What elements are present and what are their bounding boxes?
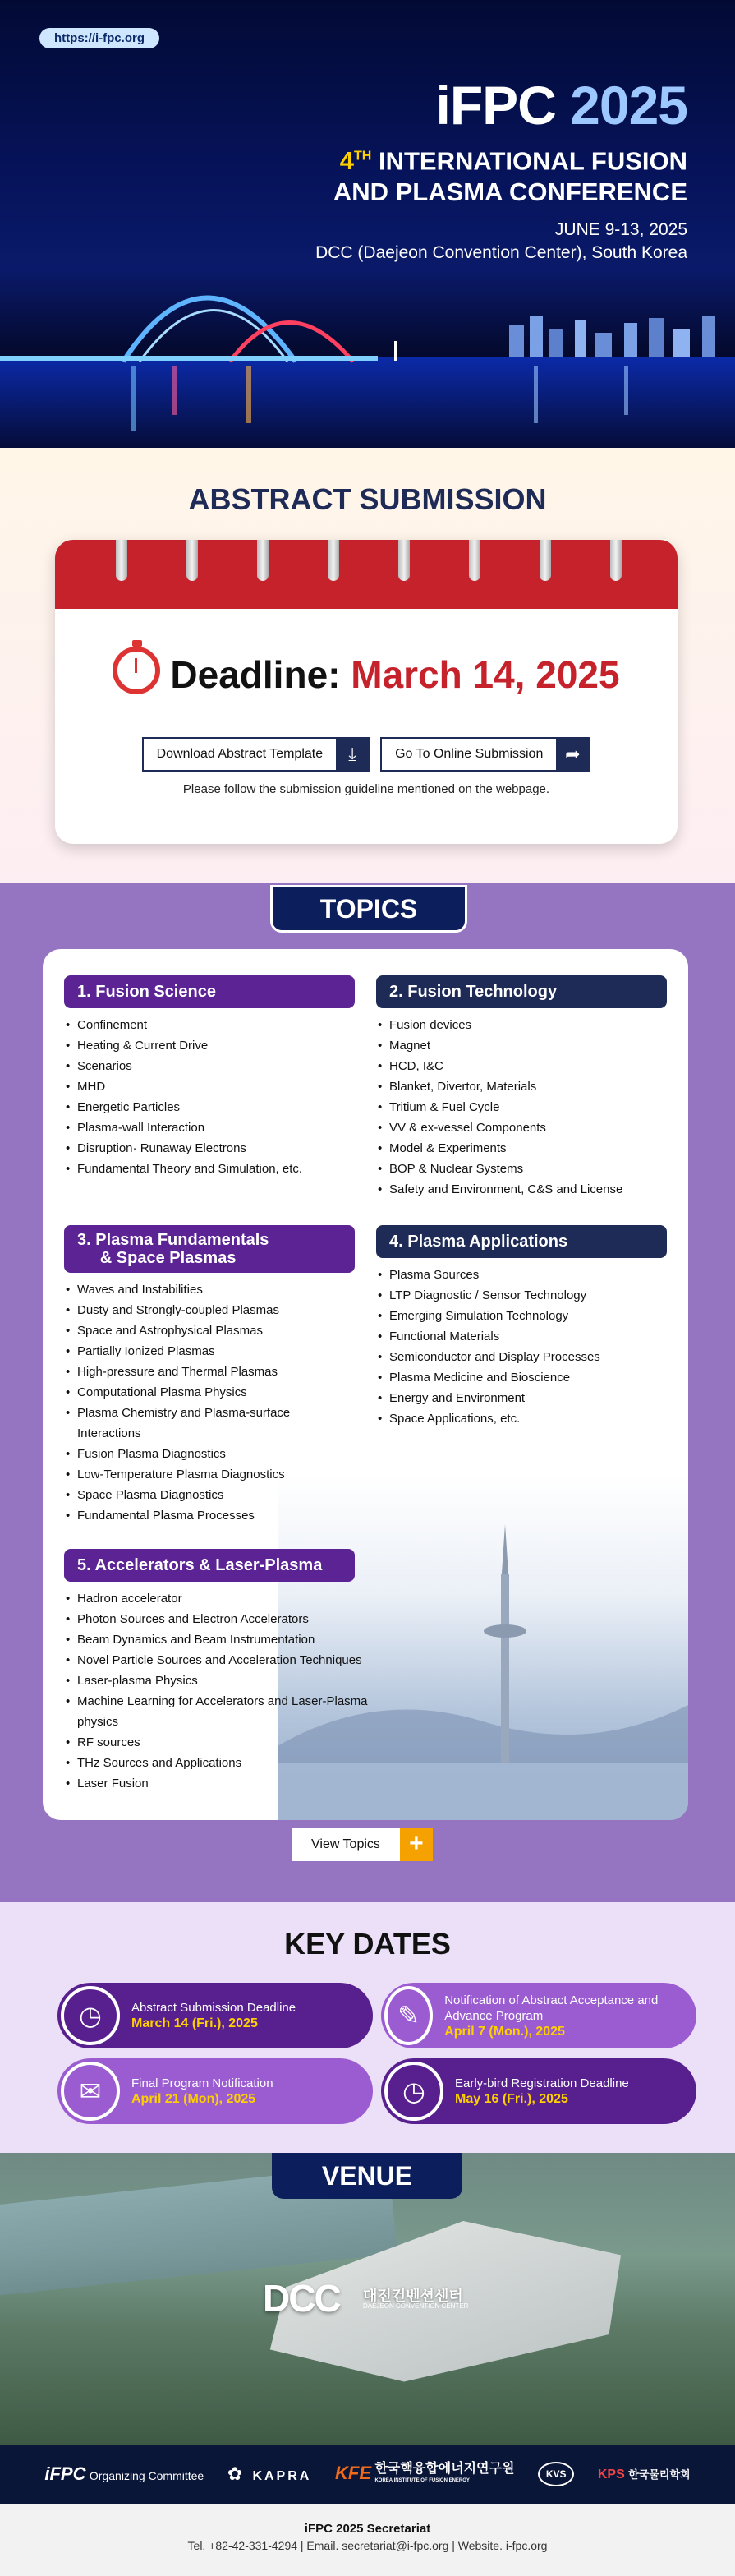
topic-item: • Blanket, Divertor, Materials <box>376 1076 667 1097</box>
night-bridge-skyline-image <box>0 283 735 448</box>
conference-date-location: JUNE 9-13, 2025 DCC (Daejeon Convention Center), South Korea <box>315 220 687 262</box>
key-date-early-bird: ◷ Early-bird Registration Deadline May 16 (Fri.), 2025 <box>381 2058 696 2124</box>
topic-item: • LTP Diagnostic / Sensor Technology <box>376 1285 667 1306</box>
secretariat-heading: iFPC 2025 Secretariat <box>304 2522 431 2536</box>
topics-section <box>0 883 735 1902</box>
topic-item: • Energetic Particles <box>64 1097 355 1117</box>
download-template-button[interactable]: Download Abstract Template ⤓ <box>142 737 370 772</box>
key-date-acceptance-notification: ✎ Notification of Abstract Acceptance and Advance Program April 7 (Mon.), 2025 <box>381 1983 696 2048</box>
kfe-logo: KFE 한국핵융합에너지연구원 KOREA INSTITUTE OF FUSION ENERGY <box>335 2462 515 2484</box>
topic-item: • Space Plasma Diagnostics <box>64 1485 355 1505</box>
calendar-ring <box>116 540 127 581</box>
calendar-ring <box>469 540 480 581</box>
edit-icon: ✎ <box>384 1986 433 2045</box>
topic-item: • Photon Sources and Electron Accelerators <box>64 1609 409 1629</box>
topic-item: • High-pressure and Thermal Plasmas <box>64 1362 355 1382</box>
dcc-logo-english: DAEJEON CONVENTION CENTER <box>363 2302 469 2310</box>
key-dates-title: KEY DATES <box>284 1927 451 1961</box>
calendar-header <box>55 540 678 609</box>
topic-item: • Fusion devices <box>376 1015 667 1035</box>
topic-item: • Heating & Current Drive <box>64 1035 355 1056</box>
calendar-ring <box>328 540 339 581</box>
website-link[interactable]: https://i-fpc.org <box>39 28 159 48</box>
abstract-title: ABSTRACT SUBMISSION <box>188 482 547 516</box>
topic-item: • Fusion Plasma Diagnostics <box>64 1444 355 1464</box>
key-date-abstract-deadline: ◷ Abstract Submission Deadline March 14 (Fri.), 2025 <box>57 1983 373 2048</box>
calendar-ring <box>540 540 551 581</box>
topic-item: • Plasma Sources <box>376 1265 667 1285</box>
topic-item: • Semiconductor and Display Processes <box>376 1347 667 1367</box>
key-date-final-program: ✉ Final Program Notification April 21 (Mon), 2025 <box>57 2058 373 2124</box>
topic-item: • Waves and Instabilities <box>64 1279 355 1300</box>
kps-logo: KPS 한국물리학회 <box>597 2468 691 2482</box>
topic-item: • Functional Materials <box>376 1326 667 1347</box>
topic-group-plasma-fundamentals: 3. Plasma Fundamentals & Space Plasmas • Waves and Instabilities • Dusty and Strongly-coupled Plasmas • Space and Astrophysical Plasmas • Partially Ionized Plasmas • High-pressure and Thermal Plasmas • Computational Plasma Physics • Plasma Chemistry and Plasma-surface Interactions • Fusion Plasma Diagnostics • Low-Temperature Plasma Diagnostics • Space Plasma Diagnostics • Fundamental Plasma Processes <box>64 1225 355 1526</box>
clock-icon: ◷ <box>61 1986 120 2045</box>
contact-line: Tel. +82-42-331-4294 | Email. secretariat@i-fpc.org | Website. i-fpc.org <box>187 2539 548 2552</box>
topic-item: • HCD, I&C <box>376 1056 667 1076</box>
topic-item: • Partially Ionized Plasmas <box>64 1341 355 1362</box>
topic-item: • MHD <box>64 1076 355 1097</box>
topic-item: • Low-Temperature Plasma Diagnostics <box>64 1464 355 1485</box>
topic-item: • VV & ex-vessel Components <box>376 1117 667 1138</box>
share-arrow-icon: ➦ <box>556 739 589 770</box>
calendar-ring <box>610 540 622 581</box>
key-dates-section <box>0 1902 735 2153</box>
topics-title: TOPICS <box>270 885 467 933</box>
topic-item: • Scenarios <box>64 1056 355 1076</box>
download-icon: ⤓ <box>336 739 369 770</box>
topic-item: • RF sources <box>64 1732 409 1753</box>
topic-item: • Machine Learning for Accelerators and Laser-Plasma physics <box>64 1691 409 1732</box>
topic-group-fusion-science: 1. Fusion Science • Confinement • Heating & Current Drive • Scenarios • MHD • Energetic Particles • Plasma-wall Interaction • Disruption· Runaway Electrons • Fundamental Theory and Simulation, etc. <box>64 975 355 1179</box>
topic-group-fusion-technology: 2. Fusion Technology • Fusion devices • Magnet • HCD, I&C • Blanket, Divertor, Materials • Tritium & Fuel Cycle • VV & ex-vessel Components • Model & Experiments • BOP & Nuclear Systems • Safety and Environment, C&S and License <box>376 975 667 1200</box>
topic-item: • Magnet <box>376 1035 667 1056</box>
topic-item: • Space Applications, etc. <box>376 1408 667 1429</box>
topic-group-accelerators: 5. Accelerators & Laser-Plasma • Hadron accelerator • Photon Sources and Electron Accelerators • Beam Dynamics and Beam Instrumentation • Novel Particle Sources and Acceleration Techniques • Laser-plasma Physics • Machine Learning for Accelerators and Laser-Plasma physics • RF sources • THz Sources and Applications • Laser Fusion <box>64 1549 409 1794</box>
topic-group-plasma-applications: 4. Plasma Applications • Plasma Sources • LTP Diagnostic / Sensor Technology • Emerging Simulation Technology • Functional Materials • Semiconductor and Display Processes • Plasma Medicine and Bioscience • Energy and Environment • Space Applications, etc. <box>376 1225 667 1429</box>
deadline-calendar-card <box>55 540 678 844</box>
topic-item: • Hadron accelerator <box>64 1588 409 1609</box>
topic-item: • Energy and Environment <box>376 1388 667 1408</box>
topic-item: • Plasma Chemistry and Plasma-surface Interactions <box>64 1403 355 1444</box>
topic-item: • Model & Experiments <box>376 1138 667 1159</box>
venue-title: VENUE <box>272 2153 462 2199</box>
topic-item: • Space and Astrophysical Plasmas <box>64 1320 355 1341</box>
venue-section <box>0 2153 735 2445</box>
topic-item: • Novel Particle Sources and Acceleration Techniques <box>64 1650 409 1670</box>
conference-subtitle: 4TH INTERNATIONAL FUSION AND PLASMA CONFERENCE <box>333 146 687 207</box>
topic-item: • Tritium & Fuel Cycle <box>376 1097 667 1117</box>
ifpc-logo: iFPC Organizing Committee <box>44 2463 204 2484</box>
dcc-logo: DCC <box>263 2277 340 2320</box>
topic-item: • Dusty and Strongly-coupled Plasmas <box>64 1300 355 1320</box>
plus-icon: + <box>400 1828 433 1861</box>
calendar-ring <box>186 540 198 581</box>
calendar-ring <box>257 540 269 581</box>
clock-icon: ◷ <box>384 2062 443 2121</box>
topics-card <box>43 949 688 1820</box>
abstract-section <box>0 448 735 883</box>
topic-item: • BOP & Nuclear Systems <box>376 1159 667 1179</box>
topic-item: • Computational Plasma Physics <box>64 1382 355 1403</box>
kvs-logo: KVS <box>538 2462 574 2486</box>
topic-item: • Emerging Simulation Technology <box>376 1306 667 1326</box>
submission-note: Please follow the submission guideline mentioned on the webpage. <box>182 782 550 796</box>
topic-item: • Disruption· Runaway Electrons <box>64 1138 355 1159</box>
topic-item: • Fundamental Plasma Processes <box>64 1505 355 1526</box>
online-submission-button[interactable]: Go To Online Submission ➦ <box>380 737 590 772</box>
topic-item: • Confinement <box>64 1015 355 1035</box>
topic-item: • THz Sources and Applications <box>64 1753 409 1773</box>
stopwatch-icon <box>113 647 160 694</box>
deadline-text: Deadline: March 14, 2025 <box>55 647 678 697</box>
topic-item: • Safety and Environment, C&S and License <box>376 1179 667 1200</box>
view-topics-button[interactable]: View Topics + <box>292 1828 433 1861</box>
topic-item: • Laser Fusion <box>64 1773 409 1794</box>
topic-item: • Fundamental Theory and Simulation, etc. <box>64 1159 355 1179</box>
hero-banner <box>0 0 735 448</box>
footer <box>0 2504 735 2576</box>
sponsor-logo-strip <box>0 2445 735 2504</box>
calendar-ring <box>398 540 410 581</box>
topic-item: • Laser-plasma Physics <box>64 1670 409 1691</box>
topic-item: • Plasma-wall Interaction <box>64 1117 355 1138</box>
topic-item: • Plasma Medicine and Bioscience <box>376 1367 667 1388</box>
dcc-logo-korean: 대전컨벤션센터 <box>363 2288 463 2304</box>
mail-icon: ✉ <box>61 2062 120 2121</box>
conference-title: iFPC 2025 <box>435 75 687 136</box>
kapra-logo: ✿ KAPRA <box>227 2463 312 2484</box>
topic-item: • Beam Dynamics and Beam Instrumentation <box>64 1629 409 1650</box>
